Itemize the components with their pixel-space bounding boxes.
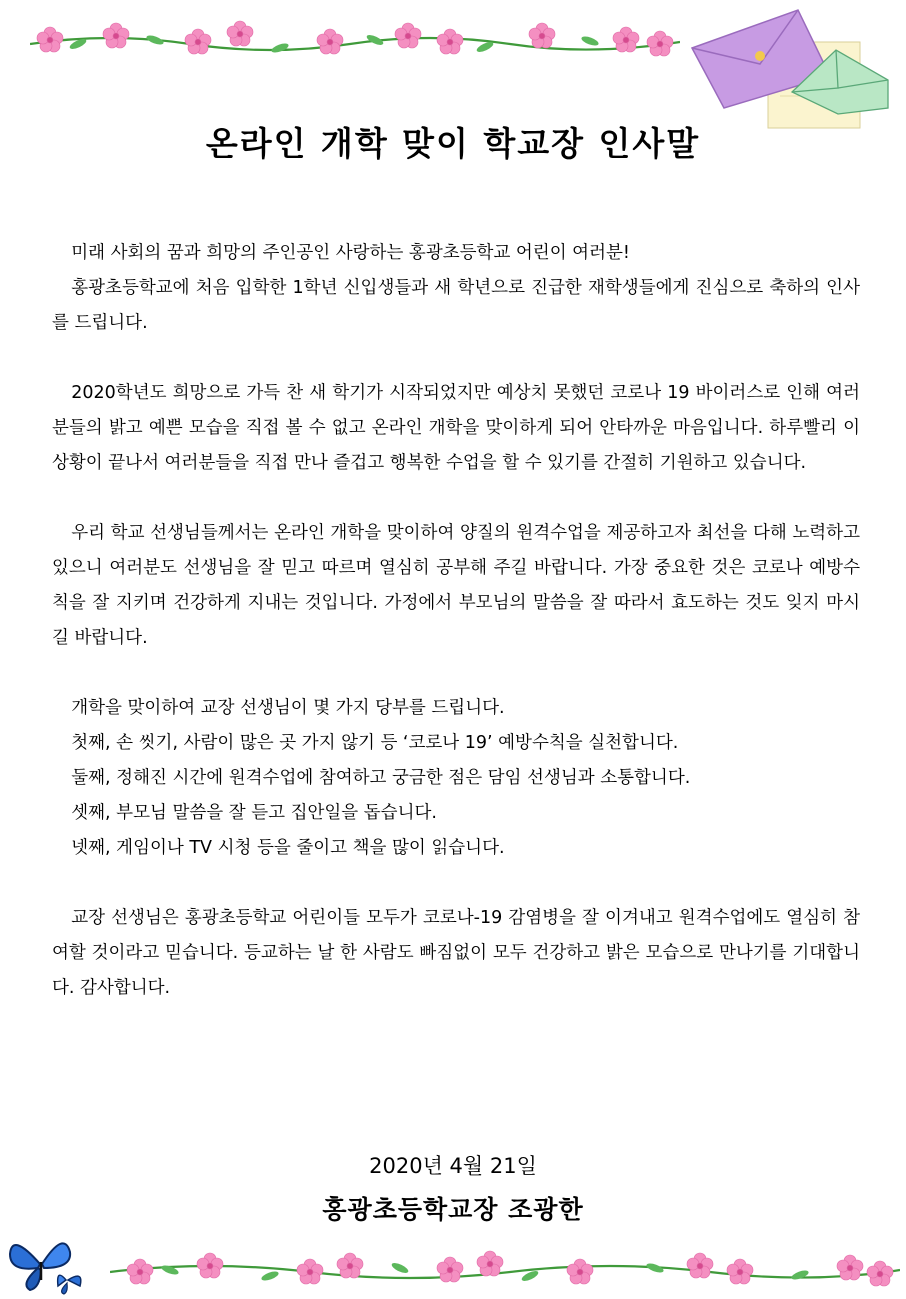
list-item: 둘째, 정해진 시간에 원격수업에 참여하고 궁금한 점은 담임 선생님과 소통합니다. bbox=[71, 768, 691, 788]
butterfly-icon bbox=[6, 1228, 96, 1298]
envelope-icon bbox=[688, 4, 898, 134]
letter-body bbox=[52, 236, 860, 1006]
signature: 홍광초등학교장 조광한 bbox=[322, 1195, 584, 1224]
page-title: 온라인 개학 맞이 학교장 인사말 bbox=[205, 124, 701, 163]
paragraph-closing: 교장 선생님은 홍광초등학교 어린이들 모두가 코로나-19 감염병을 잘 이겨내고 원격수업에도 열심히 참여할 것이라고 믿습니다. 등교하는 날 한 사람도 빠짐없이 모두 건강하고 밝은 모습으로 만나기를 기대합니다. 감사합니다. bbox=[52, 908, 860, 998]
list-item: 넷째, 게임이나 TV 시청 등을 줄이고 책을 많이 읽습니다. bbox=[71, 838, 505, 858]
paragraph-requests-intro: 개학을 맞이하여 교장 선생님이 몇 가지 당부를 드립니다. bbox=[71, 698, 505, 718]
flower-vine-top bbox=[30, 14, 680, 62]
list-item: 첫째, 손 씻기, 사람이 많은 곳 가지 않기 등 ‘코로나 19’ 예방수칙을 실천합니다. bbox=[71, 733, 679, 753]
paragraph-covid: 2020학년도 희망으로 가득 찬 새 학기가 시작되었지만 예상치 못했던 코로나 19 바이러스로 인해 여러분들의 밝고 예쁜 모습을 직접 볼 수 없고 온라인 개학을 맞이하게 되어 안타까운 마음입니다. 하루빨리 이 상황이 끝나서 여러분들을 직접 만나 즐겁고 행복한 수업을 할 수 있기를 간절히 기원하고 있습니다. bbox=[52, 383, 860, 473]
paragraph-teachers: 우리 학교 선생님들께서는 온라인 개학을 맞이하여 양질의 원격수업을 제공하고자 최선을 다해 노력하고 있으니 여러분도 선생님을 잘 믿고 따르며 열심히 공부해 주길 바랍니다. 가장 중요한 것은 코로나 예방수칙을 잘 지키며 건강하게 지내는 것입니다. 가정에서 부모님의 말씀을 잘 따라서 효도하는 것도 잊지 마시길 바랍니다. bbox=[52, 523, 860, 648]
letter-date: 2020년 4월 21일 bbox=[369, 1154, 537, 1178]
paragraph-greeting: 미래 사회의 꿈과 희망의 주인공인 사랑하는 홍광초등학교 어린이 여러분! bbox=[71, 243, 630, 263]
list-item: 셋째, 부모님 말씀을 잘 듣고 집안일을 돕습니다. bbox=[71, 803, 437, 823]
paragraph-congratulation: 홍광초등학교에 처음 입학한 1학년 신입생들과 새 학년으로 진급한 재학생들에게 진심으로 축하의 인사를 드립니다. bbox=[52, 278, 860, 333]
flower-vine-bottom bbox=[110, 1244, 900, 1292]
